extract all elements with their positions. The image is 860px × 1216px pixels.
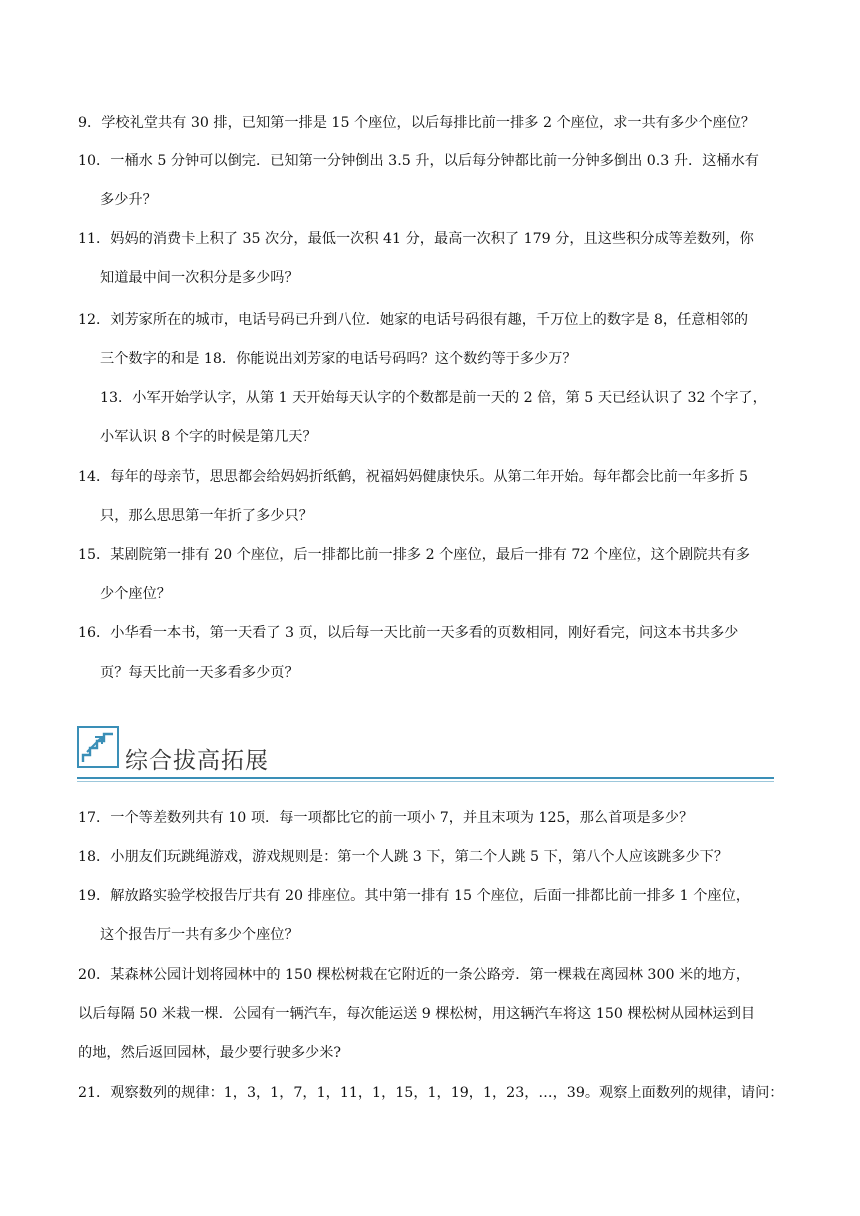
question-text: 某剧院第一排有 20 个座位，后一排都比前一排多 2 个座位，最后一排有 72 个座位，这个剧院共有多 xyxy=(110,547,750,563)
question-21 xyxy=(0,1083,860,1103)
question-14 xyxy=(0,467,860,487)
stairs-icon xyxy=(77,726,119,768)
question-number: 12． xyxy=(78,312,111,328)
question-11-continuation: 知道最中间一次积分是多少吗？ xyxy=(100,270,299,286)
question-text: 小军开始学认字，从第 1 天开始每天认字的个数都是前一天的 2 倍，第 5 天已经认识了 32 个字了， xyxy=(132,390,767,406)
section-title: 综合拔高拓展 xyxy=(125,748,269,774)
question-19-continuation: 这个报告厅一共有多少个座位？ xyxy=(100,927,299,943)
question-number: 15． xyxy=(78,547,111,563)
question-18 xyxy=(0,847,860,867)
question-16 xyxy=(0,623,860,643)
question-number: 20． xyxy=(78,967,111,983)
question-15 xyxy=(0,545,860,565)
section-divider xyxy=(77,777,774,779)
question-19 xyxy=(0,886,860,906)
question-text: 解放路实验学校报告厅共有 20 排座位。其中第一排有 15 个座位，后面一排都比前一排多 1 个座位， xyxy=(110,888,750,904)
question-text: 一个等差数列共有 10 项．每一项都比它的前一项小 7，并且末项为 125，那么首项是多少？ xyxy=(110,810,694,826)
section-header xyxy=(77,726,774,784)
question-text: 一桶水 5 分钟可以倒完．已知第一分钟倒出 3.5 升，以后每分钟都比前一分钟多倒出 0.3 升．这桶水有 xyxy=(110,153,759,169)
question-number: 14． xyxy=(78,469,111,485)
question-number: 13． xyxy=(100,390,133,406)
question-12 xyxy=(0,310,860,330)
question-text: 观察数列的规律：1，3，1，7，1，11，1，15，1，19，1，23，…，39。观察上面数列的规律，请问： xyxy=(110,1085,784,1101)
question-13 xyxy=(0,388,860,408)
section-divider-thin xyxy=(77,781,774,782)
question-16-continuation: 页？每天比前一天多看多少页？ xyxy=(100,665,299,681)
question-9 xyxy=(0,113,860,133)
question-20-continuation-1: 以后每隔 50 米栽一棵．公园有一辆汽车，每次能运送 9 棵松树，用这辆汽车将这 150 棵松树从园林运到目 xyxy=(78,1006,756,1022)
question-15-continuation: 少个座位？ xyxy=(100,586,171,602)
question-text: 小华看一本书，第一天看了 3 页，以后每一天比前一天多看的页数相同，刚好看完，问这本书共多少 xyxy=(110,625,739,641)
question-text: 刘芳家所在的城市，电话号码已升到八位．她家的电话号码很有趣，千万位上的数字是 8，任意相邻的 xyxy=(110,312,749,328)
question-13-continuation: 小军认识 8 个字的时候是第几天？ xyxy=(100,429,317,445)
question-12-continuation: 三个数字的和是 18．你能说出刘芳家的电话号码吗？这个数约等于多少万？ xyxy=(100,351,577,367)
question-number: 16． xyxy=(78,625,111,641)
question-17 xyxy=(0,808,860,828)
question-11 xyxy=(0,229,860,249)
question-14-continuation: 只，那么思思第一年折了多少只？ xyxy=(100,508,313,524)
question-text: 某森林公园计划将园林中的 150 棵松树栽在它附近的一条公路旁．第一棵栽在离园林 300 米的地方， xyxy=(110,967,750,983)
question-20 xyxy=(0,965,860,985)
question-number: 18． xyxy=(78,849,111,865)
question-number: 10． xyxy=(78,153,111,169)
question-number: 19． xyxy=(78,888,111,904)
question-number: 17． xyxy=(78,810,111,826)
question-number: 9． xyxy=(78,115,102,131)
question-text: 每年的母亲节，思思都会给妈妈折纸鹤，祝福妈妈健康快乐。从第二年开始。每年都会比前一年多折 5 xyxy=(110,469,749,485)
question-10-continuation: 多少升？ xyxy=(100,192,157,208)
question-text: 学校礼堂共有 30 排，已知第一排是 15 个座位，以后每排比前一排多 2 个座位，求一共有多少个座位？ xyxy=(101,115,756,131)
question-number: 21． xyxy=(78,1085,111,1101)
question-20-continuation-2: 的地，然后返回园林，最少要行驶多少米? xyxy=(78,1045,341,1061)
question-text: 妈妈的消费卡上积了 35 次分，最低一次积 41 分，最高一次积了 179 分，且这些积分成等差数列，你 xyxy=(110,231,754,247)
question-number: 11． xyxy=(78,231,111,247)
question-10 xyxy=(0,151,860,171)
question-text: 小朋友们玩跳绳游戏，游戏规则是：第一个人跳 3 下，第二个人跳 5 下，第八个人应该跳多少下？ xyxy=(110,849,729,865)
